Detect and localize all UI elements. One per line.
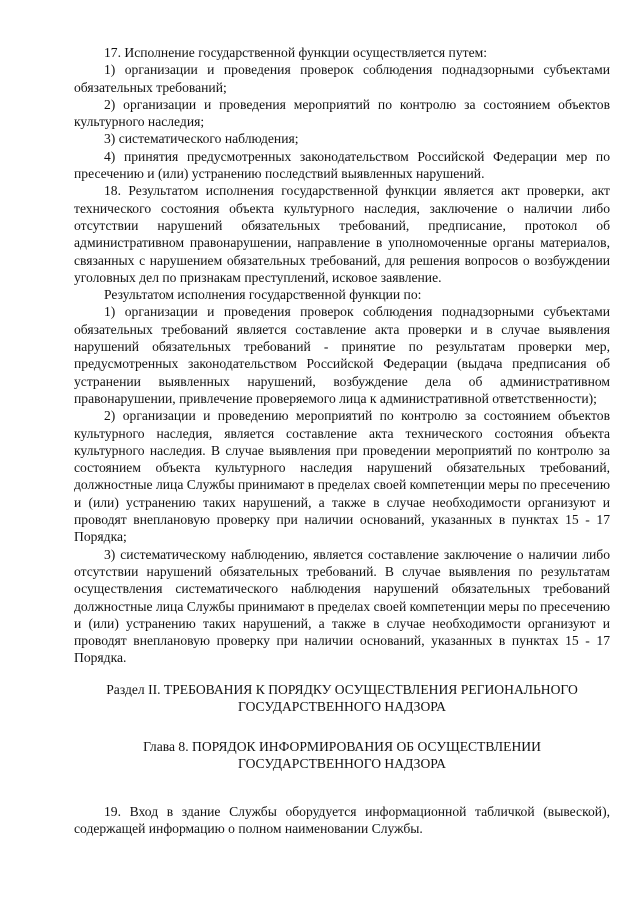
paragraph-17-item-1: 1) организации и проведения проверок соблюдения поднадзорными субъектами обязательных требований; — [74, 62, 610, 95]
paragraph-result-item-3: 3) систематическому наблюдению, является составление заключение о наличии либо отсутствии нарушений обязательных требований. В случае выявления по результатам осуществления систематического наблюдения нарушений обязательных требований должностные лица Службы принимают в пределах своей компетенции меры по пресечению и (или) устранению таких нарушений, а также в случае необходимости организуют и проводят внеплановую проверку при наличии оснований, указанных в пунктах 15 - 17 Порядка. — [74, 546, 610, 666]
document-page — [74, 44, 610, 837]
section-heading-line-1: Раздел II. ТРЕБОВАНИЯ К ПОРЯДКУ ОСУЩЕСТВЛЕНИЯ РЕГИОНАЛЬНОГО — [106, 681, 578, 697]
paragraph-result-item-2: 2) организации и проведению мероприятий по контролю за состоянием объектов культурного наследия, является составление акта технического состояния объекта культурного наследия. В случае выявления при проведении мероприятий по контролю за состоянием объекта культурного наследия нарушений обязательных требований, должностные лица Службы принимают в пределах своей компетенции меры по пресечению и (или) устранению таких нарушений, а также в случае необходимости организуют и проводят внеплановую проверку при наличии оснований, указанных в пунктах 15 - 17 Порядка; — [74, 408, 610, 545]
paragraph-result-item-1: 1) организации и проведения проверок соблюдения поднадзорными субъектами обязательных требований является составление акта проверки и в случае выявления нарушений обязательных требований - принятие по результатам проверки мер, предусмотренных законодательством Российской Федерации (выдача предписания об устранении выявленных нарушений, возбуждение дела об административном правонарушении, привлечение проверяемого лица к административной ответственности); — [74, 304, 610, 406]
section-heading-line-2: ГОСУДАРСТВЕННОГО НАДЗОРА — [238, 699, 446, 715]
paragraph-result-intro: Результатом исполнения государственной функции по: — [104, 287, 422, 303]
paragraph-19: 19. Вход в здание Службы оборудуется информационной табличкой (вывеской), содержащей информацию о полном наименовании Службы. — [74, 803, 610, 836]
paragraph-18: 18. Результатом исполнения государственной функции является акт проверки, акт технического состояния объекта культурного наследия, заключение о наличии либо отсутствии нарушений обязательных требований, предписание, протокол об административном правонарушении, направление в уполномоченные органы материалов, связанных с нарушением обязательных требований, для решения вопросов о возбуждении уголовных дел по признакам преступлений, исковое заявление. — [74, 183, 610, 285]
chapter-heading-line-2: ГОСУДАРСТВЕННОГО НАДЗОРА — [238, 756, 446, 772]
paragraph-17-item-3: 3) систематического наблюдения; — [104, 131, 299, 147]
section-heading — [74, 681, 610, 716]
chapter-heading-line-1: Глава 8. ПОРЯДОК ИНФОРМИРОВАНИЯ ОБ ОСУЩЕСТВЛЕНИИ — [143, 738, 541, 754]
chapter-heading — [74, 738, 610, 773]
paragraph-17-item-4: 4) принятия предусмотренных законодательством Российской Федерации мер по пресечению и (или) устранению последствий выявленных нарушений. — [74, 148, 610, 182]
paragraph-17: 17. Исполнение государственной функции осуществляется путем: — [104, 45, 487, 60]
paragraph-17-item-2: 2) организации и проведения мероприятий по контролю за состоянием объектов культурного наследия; — [74, 96, 610, 130]
